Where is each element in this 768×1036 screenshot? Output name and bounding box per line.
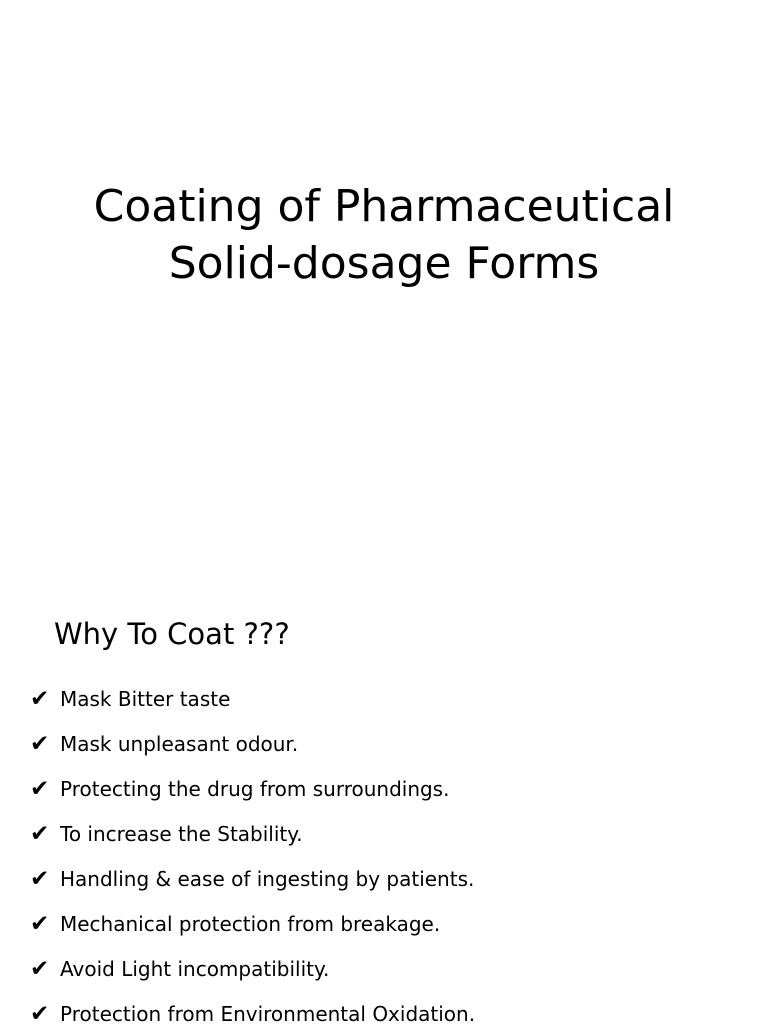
list-item: [30, 991, 475, 1036]
list-item-text: Protection from Environmental Oxidation.: [60, 1001, 476, 1026]
content-slide: [0, 570, 768, 1027]
checkmark-icon: ✔: [30, 775, 50, 802]
section-heading: Why To Coat ???: [54, 617, 290, 651]
slide-title: [0, 178, 768, 292]
list-item-text: Mechanical protection from breakage.: [60, 911, 441, 936]
slide-title-line-1: Coating of Pharmaceutical: [93, 181, 675, 232]
list-item-text: Avoid Light incompatibility.: [60, 956, 330, 981]
slide-title-line-2: Solid-dosage Forms: [168, 238, 600, 289]
checkmark-icon: ✔: [30, 730, 50, 757]
list-item: [30, 901, 475, 946]
list-item-text: Handling & ease of ingesting by patients.: [60, 866, 475, 891]
list-item-text: To increase the Stability.: [60, 821, 303, 846]
checkmark-icon: ✔: [30, 820, 50, 847]
checkmark-icon: ✔: [30, 955, 50, 982]
checkmark-icon: ✔: [30, 865, 50, 892]
list-item-text: Protecting the drug from surroundings.: [60, 776, 450, 801]
list-item: [30, 766, 475, 811]
list-item: [30, 721, 475, 766]
list-item: [30, 946, 475, 991]
list-item: [30, 856, 475, 901]
list-item: [30, 811, 475, 856]
bullet-list: [30, 676, 475, 1036]
checkmark-icon: ✔: [30, 1000, 50, 1027]
checkmark-icon: ✔: [30, 910, 50, 937]
list-item-text: Mask unpleasant odour.: [60, 731, 299, 756]
list-item: [30, 676, 475, 721]
checkmark-icon: ✔: [30, 685, 50, 712]
list-item-text: Mask Bitter taste: [60, 686, 231, 711]
